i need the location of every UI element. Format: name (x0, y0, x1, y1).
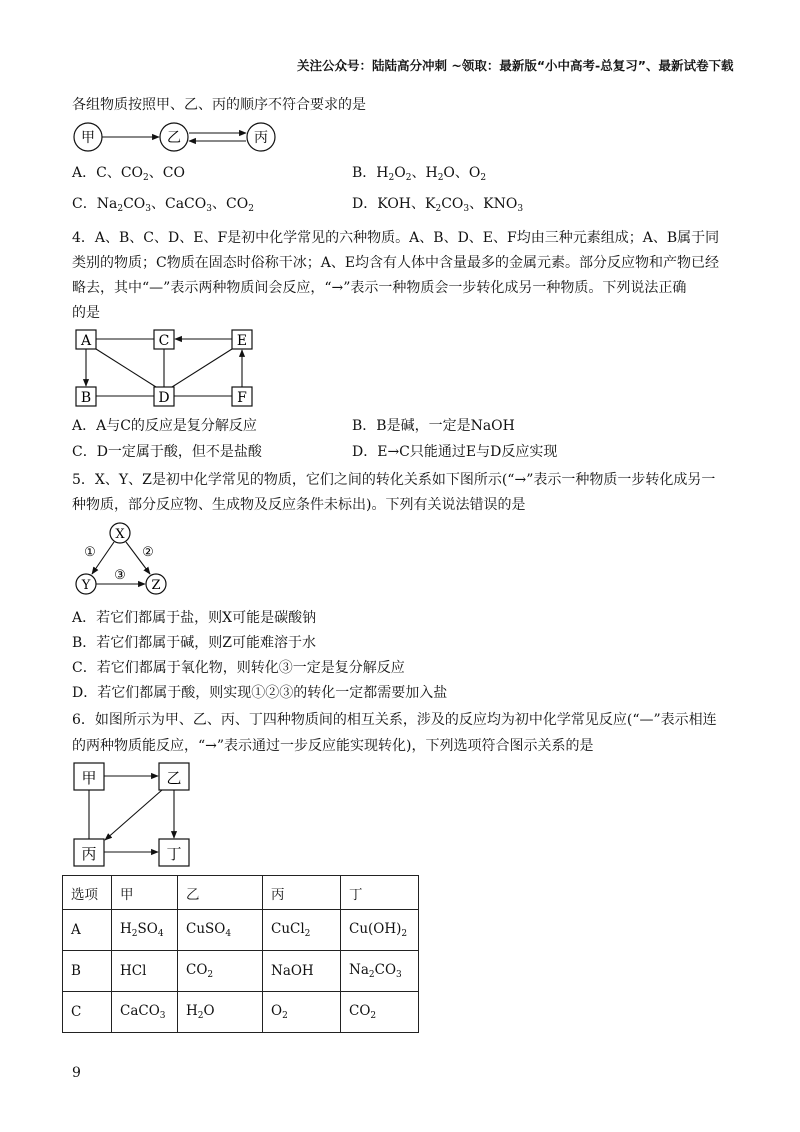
table-cell: $Na_2CO_3$ (341, 951, 419, 992)
q5-option-c: C．若它们都属于氧化物，则转化③一定是复分解反应 (72, 660, 405, 676)
table-cell-key: B (63, 951, 112, 992)
q5-label-x: X (115, 527, 125, 542)
q3-option-c: C．$Na_2CO_3$、CaCO$_3$、$CO_2$ (72, 196, 254, 214)
q4-option-d: D．E→C只能通过E与D反应实现 (352, 444, 558, 460)
table-cell: $CO_2$ (341, 992, 419, 1033)
table-row (63, 992, 419, 1033)
q4-stem-line4: 的是 (72, 305, 100, 321)
q3-option-d: D．KOH、$K_2CO_3$、$KNO_3$ (352, 196, 524, 214)
table-cell-key: C (63, 992, 112, 1033)
table-header-row (63, 876, 419, 910)
q6-label-yi: 乙 (166, 769, 182, 787)
q3-option-b: B．$H_2O_2$、$H_2O$、$O_2$ (352, 165, 487, 183)
q4-label-a: A (80, 333, 92, 349)
q6-stem-line1: 6．如图所示为甲、乙、丙、丁四种物质间的相互关系，涉及的反应均为初中化学常见反应(“—”表示相连 (72, 712, 717, 728)
table-row (63, 951, 419, 992)
table-header-cell: 丙 (263, 876, 341, 910)
q4-option-a: A．A与C的反应是复分解反应 (72, 418, 257, 434)
q6-arrow-yi-bing (105, 790, 162, 840)
q6-diagram (72, 760, 197, 870)
table-cell: $H_2SO_4$ (112, 910, 178, 951)
table-cell: $H_2O$ (178, 992, 263, 1033)
q4-diagram (72, 326, 272, 411)
q6-label-jia: 甲 (81, 769, 97, 787)
q4-label-e: E (236, 333, 248, 349)
q6-options-table (62, 875, 419, 1033)
q4-option-b: B．B是碱，一定是NaOH (352, 418, 515, 434)
q5-stem-line2: 种物质，部分反应物、生成物及反应条件未标出)。下列有关说法错误的是 (72, 497, 526, 513)
q6-label-bing: 丙 (81, 845, 97, 863)
table-cell: NaOH (263, 951, 341, 992)
q3-node-yi-label: 乙 (167, 130, 181, 146)
table-header-cell: 乙 (178, 876, 263, 910)
q3-diagram (65, 115, 285, 159)
table-cell: CaCO$_3$ (112, 992, 178, 1033)
table-cell: CuCl$_2$ (263, 910, 341, 951)
q5-stem-line1: 5．X、Y、Z是初中化学常见的物质，它们之间的转化关系如下图所示(“→”表示一种物质一步转化成另一 (72, 472, 716, 488)
q4-stem-line1: 4．A、B、C、D、E、F是初中化学常见的六种物质。A、B、D、E、F均由三种元素组成；A、B属于同 (72, 230, 720, 246)
q3-option-a: A．C、$CO_2$、CO (72, 165, 185, 183)
q3-stem: 各组物质按照甲、乙、丙的顺序不符合要求的是 (72, 97, 366, 113)
q5-option-d: D．若它们都属于酸，则实现①②③的转化一定都需要加入盐 (72, 685, 448, 701)
q4-line-a-d (96, 349, 156, 387)
q4-option-c: C．D一定属于酸，但不是盐酸 (72, 444, 262, 460)
table-header-cell: 甲 (112, 876, 178, 910)
q4-label-f: F (237, 390, 247, 406)
q4-stem-line2: 类别的物质；C物质在固态时俗称干冰；A、E均含有人体中含量最多的金属元素。部分反应物和产物已经 (72, 255, 720, 271)
table-row (63, 910, 419, 951)
q5-diagram (72, 521, 172, 597)
q3-node-jia-label: 甲 (81, 130, 95, 146)
q5-step-3: ③ (114, 568, 126, 583)
table-cell: HCl (112, 951, 178, 992)
q4-stem-line3: 略去，其中“—”表示两种物质间会反应，“→”表示一种物质会一步转化成另一种物质。下列说法正确 (72, 280, 687, 296)
q5-label-y: Y (81, 578, 91, 593)
page-number: 9 (72, 1065, 81, 1081)
table-header-cell: 丁 (341, 876, 419, 910)
q5-option-a: A．若它们都属于盐，则X可能是碳酸钠 (72, 610, 317, 626)
q5-option-b: B．若它们都属于碱，则Z可能难溶于水 (72, 635, 317, 651)
table-cell: $Cu(OH)_2$ (341, 910, 419, 951)
table-header-cell: 选项 (63, 876, 112, 910)
q4-label-d: D (158, 390, 170, 406)
table-cell: CuSO$_4$ (178, 910, 263, 951)
q5-label-z: Z (151, 578, 161, 593)
q4-label-b: B (80, 390, 92, 406)
q6-stem-line2: 的两种物质能反应，“→”表示通过一步反应能实现转化)，下列选项符合图示关系的是 (72, 738, 594, 754)
q3-node-bing-label: 丙 (254, 130, 268, 146)
q5-step-1: ① (84, 545, 96, 560)
table-cell-key: A (63, 910, 112, 951)
table-cell: $CO_2$ (178, 951, 263, 992)
q6-label-ding: 丁 (166, 845, 182, 863)
page-header: 关注公众号：陆陆高分冲刺 ~领取：最新版“小中高考-总复习”、最新试卷下载 (297, 58, 734, 73)
table-cell: $O_2$ (263, 992, 341, 1033)
q4-label-c: C (158, 333, 170, 349)
q4-line-d-e (172, 349, 232, 387)
q5-step-2: ② (142, 545, 154, 560)
